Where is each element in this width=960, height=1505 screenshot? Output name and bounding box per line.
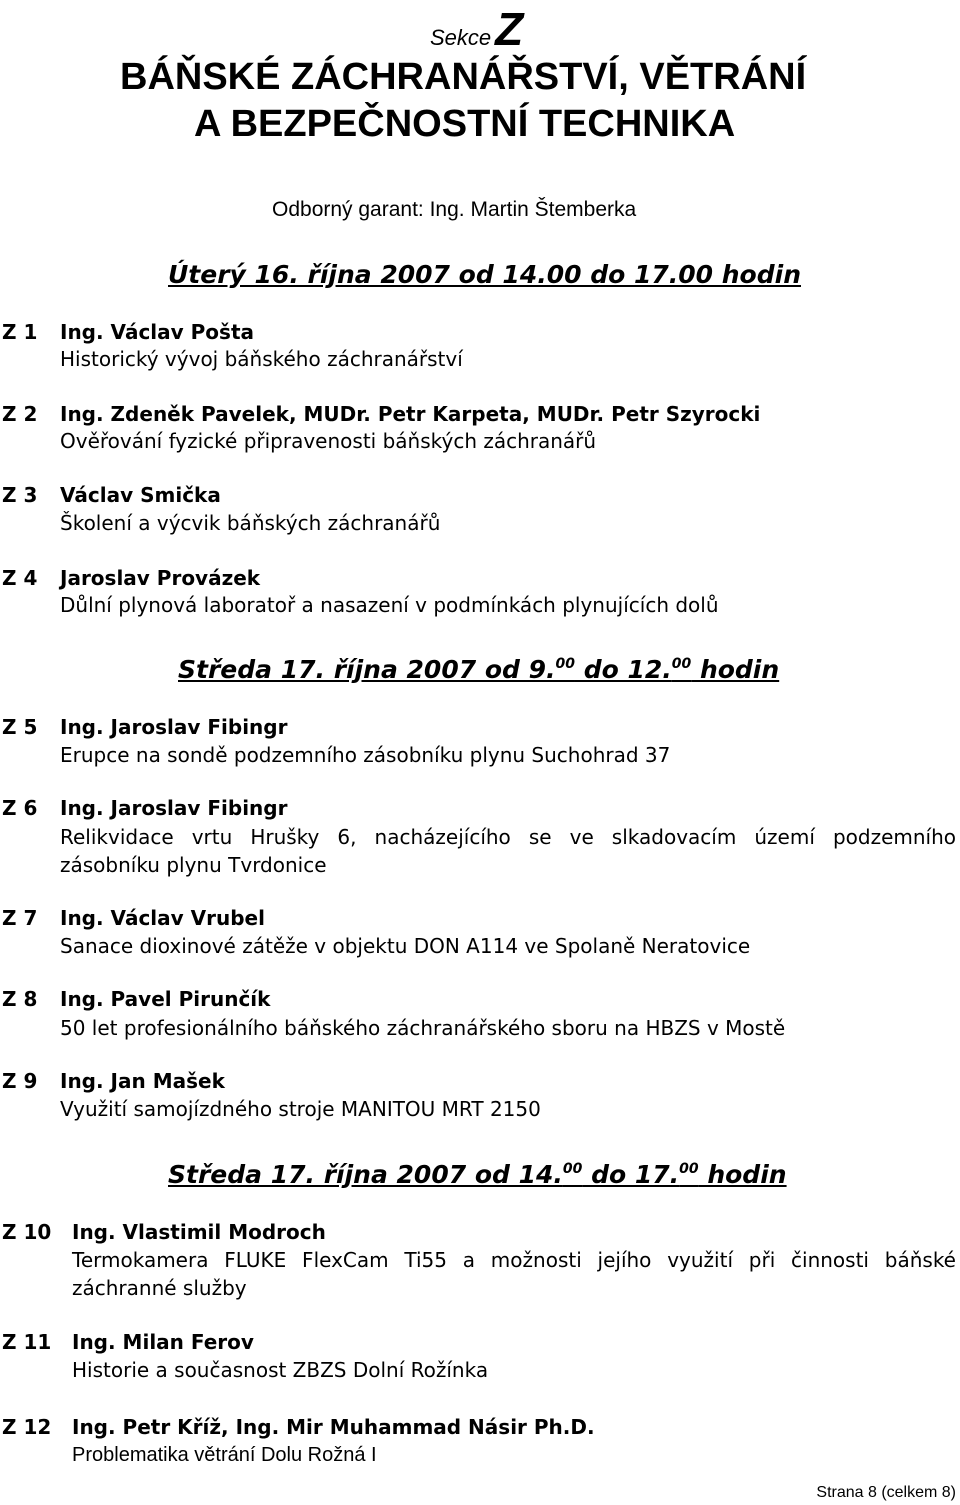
talk-code: Z 7: [2, 906, 38, 930]
section-word: Sekce: [430, 25, 492, 50]
talk-speaker: Ing. Václav Vrubel: [60, 906, 265, 930]
day-heading-2-sup-1: 00: [555, 656, 575, 672]
talk-code: Z 10: [2, 1220, 52, 1244]
talk-speaker: Ing. Vlastimil Modroch: [72, 1220, 326, 1244]
talk-title: Problematika větrání Dolu Rožná I: [72, 1444, 377, 1466]
talk-code: Z 9: [2, 1069, 38, 1093]
day-heading-2: [178, 655, 779, 684]
day-heading-2-part-3: hodin: [691, 655, 780, 684]
talk-code: Z 5: [2, 715, 38, 739]
talk-code: Z 2: [2, 402, 38, 426]
day-heading-3-part-1: Středa 17. října 2007 od 14.: [168, 1160, 563, 1189]
talk-code: Z 12: [2, 1415, 52, 1439]
page-title-line-1: BÁŇSKÉ ZÁCHRANÁŘSTVÍ, VĚTRÁNÍ: [120, 56, 807, 98]
talk-title-line-2: zásobníku plynu Tvrdonice: [60, 853, 327, 877]
talk-title-line-2: záchranné služby: [72, 1276, 247, 1300]
day-heading-3-part-2: do 17.: [582, 1160, 680, 1189]
talk-title: Využití samojízdného stroje MANITOU MRT 2150: [60, 1097, 541, 1121]
talk-code: Z 8: [2, 987, 38, 1011]
talk-title: Ověřování fyzické připravenosti báňských záchranářů: [60, 429, 597, 453]
talk-speaker: Ing. Václav Pošta: [60, 320, 255, 344]
talk-title: Školení a výcvik báňských záchranářů: [60, 511, 441, 535]
section-letter: Z: [495, 3, 524, 55]
day-heading-3: [168, 1160, 787, 1189]
talk-speaker: Ing. Milan Ferov: [72, 1330, 254, 1354]
talk-title-line-1: Relikvidace vrtu Hrušky 6, nacházejícího se ve slkadovacím území podzemního: [60, 825, 956, 849]
talk-speaker: Ing. Petr Kříž, Ing. Mir Muhammad Násir Ph.D.: [72, 1415, 595, 1439]
talk-code: Z 6: [2, 796, 38, 820]
day-heading-3-part-3: hodin: [698, 1160, 787, 1189]
day-heading-2-sup-2: 00: [671, 656, 692, 672]
talk-code: Z 3: [2, 483, 38, 507]
talk-code: Z 1: [2, 320, 38, 344]
talk-title: Sanace dioxinové zátěže v objektu DON A114 ve Spolaně Neratovice: [60, 934, 751, 958]
talk-title: 50 let profesionálního báňského záchranářského sboru na HBZS v Mostě: [60, 1016, 786, 1040]
page-number: Strana 8 (celkem 8): [816, 1484, 956, 1501]
talk-speaker: Ing. Zdeněk Pavelek, MUDr. Petr Karpeta, MUDr. Petr Szyrocki: [60, 402, 761, 426]
day-heading-3-sup-2: 00: [679, 1161, 699, 1177]
day-heading-2-part-1: Středa 17. října 2007 od 9.: [178, 655, 556, 684]
talk-title: Erupce na sondě podzemního zásobníku plynu Suchohrad 37: [60, 743, 671, 767]
talk-speaker: Václav Smička: [60, 483, 221, 507]
day-heading-2-part-2: do 12.: [574, 655, 672, 684]
talk-code: Z 4: [2, 566, 38, 590]
talk-code: Z 11: [2, 1330, 52, 1354]
talk-title: Historie a současnost ZBZS Dolní Rožínka: [72, 1358, 489, 1382]
talk-title: Historický vývoj báňského záchranářství: [60, 347, 463, 371]
talk-speaker: Ing. Jaroslav Fibingr: [60, 796, 288, 820]
garant-line: Odborný garant: Ing. Martin Štemberka: [272, 198, 637, 221]
day-heading-1: Úterý 16. října 2007 od 14.00 do 17.00 hodin: [168, 260, 801, 289]
day-heading-3-sup-1: 00: [562, 1161, 583, 1177]
talk-title: Důlní plynová laboratoř a nasazení v podmínkách plynujících dolů: [60, 593, 719, 617]
talk-speaker: Ing. Jan Mašek: [60, 1069, 225, 1093]
talk-title-line-1: Termokamera FLUKE FlexCam Ti55 a možnosti jejího využití při činnosti báňské: [72, 1248, 956, 1272]
talk-speaker: Ing. Jaroslav Fibingr: [60, 715, 288, 739]
talk-speaker: Jaroslav Provázek: [60, 566, 261, 590]
talk-speaker: Ing. Pavel Pirunčík: [60, 987, 271, 1011]
page-title-line-2: A BEZPEČNOSTNÍ TECHNIKA: [194, 103, 736, 145]
